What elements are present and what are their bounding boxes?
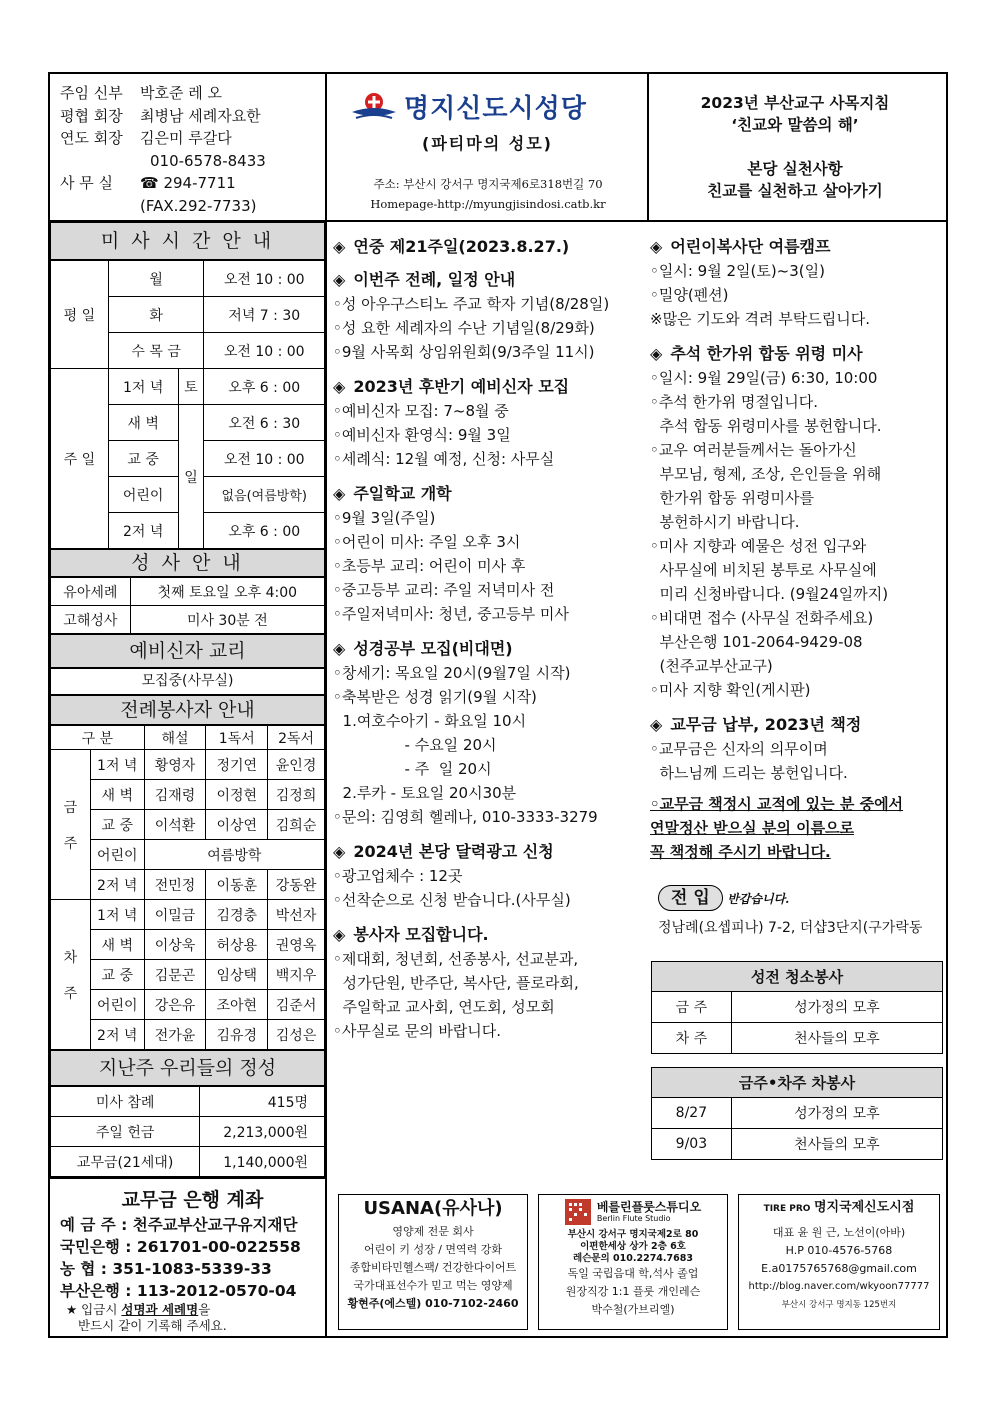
sacrament-title: 성 사 안 내 — [50, 549, 325, 577]
mass-day: 일 — [178, 405, 204, 549]
notice-line: ◦비대면 접수 (사무실 전화주세요) — [650, 609, 874, 627]
parking-table — [651, 1067, 943, 1160]
notice-line: ◦창세기: 목요일 20시(9월7일 시작) — [333, 664, 571, 682]
offering-value: 1,140,000원 — [200, 1147, 325, 1177]
mass-time: 오전 6 : 30 — [204, 405, 325, 441]
guideline-line: 2023년 부산교구 사목지침 — [700, 94, 890, 112]
notice-line: ◦교무금은 신자의 의무이며 — [650, 740, 828, 758]
tithe-line: 연말정산 받으실 분의 이름으로 — [650, 819, 855, 837]
mass-title: 미 사 시 간 안 내 — [50, 222, 325, 260]
notice-title: 2023년 후반기 예비신자 모집 — [353, 377, 570, 396]
ad-line: 박수철(가브리엘) — [591, 1303, 675, 1316]
offering-value: 2,213,000원 — [200, 1117, 325, 1147]
liturgy-cell: 백지우 — [268, 960, 325, 990]
notice-line: ◦예비신자 환영식: 9월 3일 — [333, 426, 511, 444]
liturgy-mass: 새 벽 — [90, 780, 144, 810]
mass-time: 오후 6 : 00 — [204, 513, 325, 549]
tithe-line: 꼭 책정해 주시기 바랍니다. — [650, 843, 831, 861]
ad-link[interactable]: http://blog.naver.com/wkyoon77777 — [748, 1281, 930, 1292]
liturgy-mass: 2저 녁 — [90, 1020, 144, 1050]
liturgy-mass: 교 중 — [90, 960, 144, 990]
church-name: 명지신도시성당 — [404, 94, 587, 124]
church-logo — [350, 88, 625, 154]
ad-footer: 부산시 강서구 명지동 125번지 — [781, 1300, 897, 1310]
ad-line: 영양제 전문 회사 — [392, 1225, 474, 1238]
ad-tire — [738, 1194, 940, 1330]
parking-date: 9/03 — [652, 1129, 732, 1160]
notice-line: ◦광고업체수 : 12곳 — [333, 867, 463, 885]
mass-name: 2저 녁 — [108, 513, 178, 549]
bulletin-frame — [48, 72, 948, 1338]
notice-heading — [333, 374, 643, 397]
ad-line: H.P 010-4576-5768 — [785, 1244, 893, 1257]
cleaning-week: 차 주 — [652, 1023, 732, 1054]
bank-title: 교무금 은행 계좌 — [121, 1189, 264, 1211]
notice-title: 추석 한가위 합동 위령 미사 — [670, 344, 863, 363]
notice-line: ◦성 아우구스티노 주교 학자 기념(8/28일) — [333, 295, 610, 313]
cleaning-week: 금 주 — [652, 992, 732, 1023]
notice-line: ◦성 요한 세례자의 수난 기념일(8/29화) — [333, 319, 595, 337]
parking-group: 성가정의 모후 — [731, 1098, 942, 1129]
notice-heading — [333, 234, 643, 257]
liturgy-header: 해설 — [144, 726, 206, 750]
diamond-bullet-icon: ◈ — [333, 270, 346, 289]
notice-line: 사무실에 비치된 봉투로 사무실에 — [650, 561, 877, 579]
liturgy-cell: 박선자 — [268, 900, 325, 930]
liturgy-header: 2독서 — [268, 726, 325, 750]
cleaning-title: 성전 청소봉사 — [652, 962, 943, 992]
diamond-bullet-icon: ◈ — [333, 237, 346, 256]
notice-line: 성가단원, 반주단, 복사단, 플로라회, — [333, 974, 579, 992]
diamond-bullet-icon: ◈ — [333, 377, 346, 396]
ad-line: 부산시 강서구 명지국제2로 80 — [567, 1229, 699, 1240]
transfer-section — [658, 885, 948, 937]
guideline-line: 친교를 실천하고 살아가기 — [707, 182, 883, 200]
notice-heading — [333, 267, 643, 290]
clergy-row: 010-6578-8433 — [150, 151, 266, 170]
liturgy-cell: 이밀금 — [144, 900, 206, 930]
ad-line: 대표 윤 원 근, 노선이(아바) — [772, 1226, 906, 1239]
office-row: 사 무 실 ☎ 294-7711 — [60, 174, 236, 192]
liturgy-cell: 강동완 — [268, 870, 325, 900]
homepage-link[interactable]: Homepage-http://myungjisindosi.catb.kr — [370, 197, 606, 211]
liturgy-cell: 이석환 — [144, 810, 206, 840]
notice-line: ◦밀양(펜션) — [650, 286, 729, 304]
ad-line: 국가대표선수가 믿고 먹는 영양제 — [353, 1279, 513, 1292]
notice-line: ◦제대회, 청년회, 선종봉사, 선교분과, — [333, 950, 579, 968]
clergy-row: 연도 회장 김은미 루갈다 — [60, 129, 232, 147]
transfer-badge: 전 입 — [658, 885, 723, 911]
notice-line: ◦미사 지향 확인(게시판) — [650, 681, 811, 699]
liturgy-cell: 이상욱 — [144, 930, 206, 960]
diamond-bullet-icon: ◈ — [333, 484, 346, 503]
notice-heading — [333, 636, 643, 659]
ad-line: 원장직강 1:1 플룻 개인레슨 — [565, 1285, 701, 1298]
notice-line: ◦일시: 9월 29일(금) 6:30, 10:00 — [650, 369, 878, 387]
notice-line: ◦문의: 김영희 헬레나, 010-3333-3279 — [333, 808, 598, 826]
ad-line: 이편한세상 상가 2층 6호 — [580, 1241, 686, 1252]
address-text: 주소: 부산시 강서구 명지국제6로318번길 70 — [373, 177, 603, 191]
notice-line: ◦미사 지향과 예물은 성전 입구와 — [650, 537, 867, 555]
liturgy-title: 전례봉사자 안내 — [50, 695, 325, 725]
liturgy-cell: 조아현 — [206, 990, 268, 1020]
notice-title: 어린이복사단 여름캠프 — [670, 237, 831, 256]
bank-row: 국민은행 : 261701-00-022558 — [60, 1238, 301, 1256]
ad-subtitle: Berlin Flute Studio — [596, 1214, 671, 1223]
cleaning-group: 천사들의 모후 — [731, 1023, 942, 1054]
pastoral-guideline — [650, 92, 940, 202]
liturgy-cell: 허상용 — [206, 930, 268, 960]
notice-line: ◦9월 사목회 상임위원회(9/3주일 11시) — [333, 343, 595, 361]
notice-heading — [650, 712, 940, 735]
notice-line: ◦세례식: 12월 예정, 신청: 사무실 — [333, 450, 555, 468]
liturgy-cell: 김재령 — [144, 780, 206, 810]
notice-title: 봉사자 모집합니다. — [353, 925, 489, 944]
bank-section — [50, 1177, 325, 1334]
ad-usana — [338, 1194, 528, 1330]
church-address — [328, 174, 648, 214]
liturgy-cell: 김유경 — [206, 1020, 268, 1050]
mass-name: 새 벽 — [108, 405, 178, 441]
liturgy-mass: 어린이 — [90, 990, 144, 1020]
liturgy-cell: 정기연 — [206, 750, 268, 780]
ad-line: E.a0175765768@gmail.com — [761, 1262, 917, 1275]
diamond-bullet-icon: ◈ — [650, 237, 663, 256]
this-week-label: 금 주 — [51, 750, 91, 900]
notice-line: 2.루카 - 토요일 20시30분 — [333, 784, 517, 802]
notice-title: 교무금 납부, 2023년 책정 — [670, 715, 862, 734]
notice-line: ◦9월 3일(주일) — [333, 509, 436, 527]
diamond-bullet-icon: ◈ — [650, 715, 663, 734]
liturgy-cell: 김희순 — [268, 810, 325, 840]
liturgy-cell: 이동훈 — [206, 870, 268, 900]
notice-line: 추석 합동 위령미사를 봉헌합니다. — [650, 417, 882, 435]
liturgy-cell: 여름방학 — [144, 840, 324, 870]
ad-line: 어린이 키 성장 / 면역력 강화 — [363, 1243, 503, 1256]
parking-group: 천사들의 모후 — [731, 1129, 942, 1160]
fax-row: (FAX.292-7733) — [140, 196, 257, 215]
notice-line: ◦교우 여러분들께서는 돌아가신 — [650, 441, 857, 459]
notice-title: 성경공부 모집(비대면) — [353, 639, 513, 658]
ad-brand: TIRE PRO — [763, 1204, 811, 1214]
guideline-line: 본당 실천사항 — [747, 160, 843, 178]
mass-time: 오전 10 : 00 — [204, 441, 325, 477]
ad-footer: 황현주(에스텔) 010-7102-2460 — [347, 1297, 519, 1310]
notice-title: 2024년 본당 달력광고 신청 — [353, 842, 554, 861]
notice-line: 미리 신청바랍니다. (9월24일까지) — [650, 585, 889, 603]
notice-line: ◦축복받은 성경 읽기(9월 시작) — [333, 688, 537, 706]
bank-note: ★ 입금시 성명과 세례명을 반드시 같이 기록해 주세요. — [66, 1302, 227, 1333]
liturgy-cell: 김성은 — [268, 1020, 325, 1050]
notice-heading — [333, 922, 643, 945]
notice-line: 1.여호수아기 - 화요일 10시 — [333, 712, 527, 730]
notice-line: - 수요일 20시 — [333, 736, 497, 754]
notices-middle — [333, 234, 643, 1043]
notice-line: 부모님, 형제, 조상, 은인들을 위해 — [650, 465, 882, 483]
notice-line: - 주 일 20시 — [333, 760, 492, 778]
notice-line: ◦중고등부 교리: 주일 저녁미사 전 — [333, 581, 555, 599]
notice-line: 주일학교 교사회, 연도회, 성모회 — [333, 998, 555, 1016]
notice-line: ◦예비신자 모집: 7~8월 중 — [333, 402, 509, 420]
liturgy-cell: 김준서 — [268, 990, 325, 1020]
liturgy-cell: 전가윤 — [144, 1020, 206, 1050]
offering-name: 주일 헌금 — [51, 1117, 200, 1147]
notices-right — [650, 234, 940, 785]
notice-line: (천주교부산교구) — [650, 657, 773, 675]
mass-time: 오전 10 : 00 — [204, 261, 325, 297]
ad-line: 종합비타민헬스팩/ 건강한다이어트 — [349, 1261, 517, 1274]
ad-title: 명지국제신도시점 — [813, 1200, 915, 1215]
offering-title: 지난주 우리들의 정성 — [50, 1050, 325, 1086]
transfer-greeting: 반갑습니다. — [727, 892, 790, 906]
sacrament-table — [50, 577, 325, 634]
notice-line: 부산은행 101-2064-9429-08 — [650, 633, 863, 651]
notice-line: ◦초등부 교리: 어린이 미사 후 — [333, 557, 526, 575]
liturgy-cell: 강은유 — [144, 990, 206, 1020]
next-week-label: 차 주 — [51, 900, 91, 1050]
liturgy-mass: 2저 녁 — [90, 870, 144, 900]
bank-row: 예 금 주 : 천주교부산교구유지재단 — [60, 1216, 298, 1234]
left-column — [50, 222, 325, 1334]
liturgy-mass: 1저 녁 — [90, 750, 144, 780]
notice-line: 봉헌하시기 바랍니다. — [650, 513, 800, 531]
liturgy-cell: 이정현 — [206, 780, 268, 810]
notice-title: 연중 제21주일(2023.8.27.) — [353, 237, 570, 256]
weekday-label: 평 일 — [51, 261, 109, 369]
offering-table — [50, 1086, 325, 1177]
offering-name: 미사 참례 — [51, 1087, 200, 1117]
diamond-bullet-icon: ◈ — [333, 925, 346, 944]
liturgy-header: 구 분 — [51, 726, 145, 750]
notice-heading — [650, 341, 940, 364]
liturgy-cell: 김경충 — [206, 900, 268, 930]
clergy-info — [60, 82, 330, 217]
mass-name: 어린이 — [108, 477, 178, 513]
offering-value: 415명 — [200, 1087, 325, 1117]
mass-time: 저녁 7 : 30 — [204, 297, 325, 333]
liturgy-cell: 이상연 — [206, 810, 268, 840]
bank-row: 농 협 : 351-1083-5339-33 — [60, 1260, 272, 1278]
catechumen-value: 모집중(사무실) — [50, 668, 325, 695]
mass-time: 없음(여름방학) — [204, 477, 325, 513]
liturgy-table — [50, 725, 325, 1050]
liturgy-header: 1독서 — [206, 726, 268, 750]
mass-day: 월 — [108, 261, 204, 297]
notice-line: ◦주일저녁미사: 청년, 중고등부 미사 — [333, 605, 569, 623]
notice-line: 하느님께 드리는 봉헌입니다. — [650, 764, 848, 782]
mass-day: 수 목 금 — [108, 333, 204, 369]
diamond-bullet-icon: ◈ — [333, 842, 346, 861]
notice-line: ◦사무실로 문의 바랍니다. — [333, 1022, 502, 1040]
notice-line: ◦어린이 미사: 주일 오후 3시 — [333, 533, 521, 551]
mass-day: 토 — [178, 369, 204, 405]
notice-title: 이번주 전례, 일정 안내 — [353, 270, 516, 289]
sacrament-value: 첫째 토요일 오후 4:00 — [130, 578, 324, 606]
ad-title: 베를린플룻스튜디오 — [596, 1200, 702, 1214]
clergy-row: 주임 신부 박호준 레 오 — [60, 84, 222, 102]
header-divider — [325, 74, 327, 220]
clergy-row: 평협 회장 최병남 세례자요한 — [60, 106, 261, 125]
notice-heading — [333, 481, 643, 504]
liturgy-cell: 김문곤 — [144, 960, 206, 990]
liturgy-cell: 김정희 — [268, 780, 325, 810]
diamond-bullet-icon: ◈ — [333, 639, 346, 658]
liturgy-cell: 권영옥 — [268, 930, 325, 960]
liturgy-mass: 새 벽 — [90, 930, 144, 960]
notice-title: 주일학교 개학 — [353, 484, 452, 503]
mass-name: 교 중 — [108, 441, 178, 477]
liturgy-cell: 임상택 — [206, 960, 268, 990]
transfer-text: 정남례(요셉피나) 7-2, 더샵3단지(구가락동 — [658, 920, 923, 936]
liturgy-cell: 황영자 — [144, 750, 206, 780]
parking-title: 금주•차주 차봉사 — [652, 1068, 943, 1098]
notice-line: 한가위 합동 위령미사를 — [650, 489, 814, 507]
notice-line: ◦일시: 9월 2일(토)~3(일) — [650, 262, 825, 280]
tithe-line: ◦교무금 책정시 교적에 있는 분 중에서 — [650, 795, 904, 813]
notice-heading — [650, 234, 940, 257]
mass-table — [50, 260, 325, 549]
church-subtitle: (파티마의 성모) — [422, 134, 553, 153]
mass-name: 1저 녁 — [108, 369, 178, 405]
notice-line: ◦선착순으로 신청 받습니다.(사무실) — [333, 891, 571, 909]
mass-day: 화 — [108, 297, 204, 333]
cleaning-table — [651, 961, 943, 1054]
ad-flute — [538, 1194, 728, 1330]
sacrament-name: 고해성사 — [51, 606, 131, 634]
catechumen-title: 예비신자 교리 — [50, 634, 325, 668]
ad-line: 독일 국립음대 학,석사 졸업 — [567, 1267, 699, 1280]
liturgy-cell: 전민정 — [144, 870, 206, 900]
notice-line: ※많은 기도와 격려 부탁드립니다. — [650, 310, 871, 328]
mass-time: 오전 10 : 00 — [204, 333, 325, 369]
church-emblem-icon — [350, 90, 398, 124]
liturgy-mass: 어린이 — [90, 840, 144, 870]
parking-date: 8/27 — [652, 1098, 732, 1129]
liturgy-mass: 교 중 — [90, 810, 144, 840]
flute-studio-logo-icon — [565, 1199, 591, 1225]
sacrament-name: 유아세례 — [51, 578, 131, 606]
offering-name: 교무금(21세대) — [51, 1147, 200, 1177]
liturgy-cell: 윤인경 — [268, 750, 325, 780]
sacrament-value: 미사 30분 전 — [130, 606, 324, 634]
ad-title: USANA(유사나) — [363, 1198, 503, 1219]
tithe-underlined — [650, 792, 940, 864]
bank-row: 부산은행 : 113-2012-0570-04 — [60, 1282, 297, 1300]
column-divider — [325, 222, 327, 1338]
sunday-label: 주 일 — [51, 369, 109, 549]
notice-heading — [333, 839, 643, 862]
notice-line: ◦추석 한가위 명절입니다. — [650, 393, 819, 411]
mass-time: 오후 6 : 00 — [204, 369, 325, 405]
liturgy-mass: 1저 녁 — [90, 900, 144, 930]
diamond-bullet-icon: ◈ — [650, 344, 663, 363]
cleaning-group: 성가정의 모후 — [731, 992, 942, 1023]
ad-line: 레슨문의 010.2274.7683 — [573, 1253, 693, 1264]
guideline-line: ‘친교와 말씀의 해’ — [731, 116, 859, 134]
